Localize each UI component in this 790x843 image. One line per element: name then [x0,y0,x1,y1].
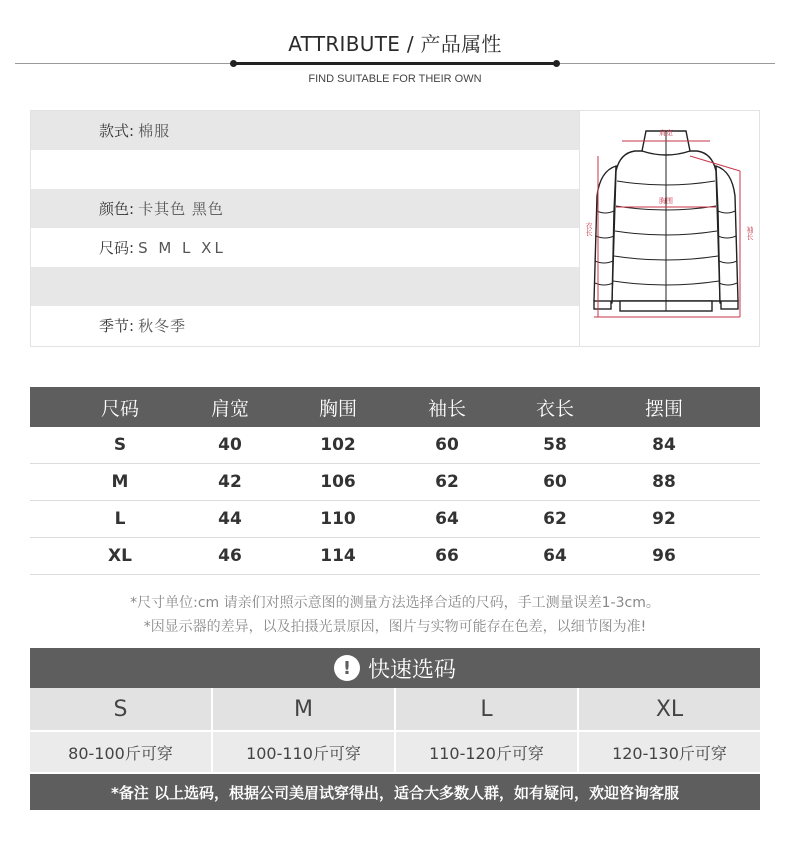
quick-weight-xl: 120-130斤可穿 [579,730,760,772]
title-cn: 产品属性 [420,32,502,56]
page-title [0,28,790,57]
table-cell: L [114,509,126,529]
attr-row-size [31,228,579,267]
length-label: 衣长 [585,222,593,236]
attr-row-empty-2 [31,267,579,306]
quick-select-header [30,648,760,688]
attr-row-empty-1 [31,150,579,189]
attr-row-season [31,306,579,345]
header-dot-left [230,60,237,67]
header-chest: 胸围 [318,397,357,420]
quick-select-title: 快速选码 [367,657,456,683]
quick-weight-m: 100-110斤可穿 [213,730,396,772]
table-cell: 66 [435,546,459,566]
attribute-panel [30,110,760,347]
chest-label: 胸围 [659,197,673,205]
table-row [30,427,760,464]
table-row [30,501,760,538]
header-dot-right [553,60,560,67]
quick-size-xl: XL [579,688,760,730]
table-cell: XL [108,546,132,566]
quick-select-sizes [30,688,760,730]
header-hem: 摆围 [644,397,683,420]
table-cell: 114 [320,546,356,566]
table-cell: S [113,435,127,455]
attr-row-style [31,111,579,150]
jacket-diagram-svg [580,111,760,346]
title-en: ATTRIBUTE [288,32,401,56]
table-cell: 96 [652,546,676,566]
sleeve-label: 袖长 [746,226,754,240]
table-cell: 88 [652,472,676,492]
quick-weight-s: 80-100斤可穿 [30,730,213,772]
table-cell: 58 [543,435,567,455]
quick-select-panel [30,648,760,810]
header-shoulder: 肩宽 [210,397,249,420]
table-cell: 40 [218,435,242,455]
attr-season-key: 季节: [99,317,135,335]
table-cell: 106 [320,472,356,492]
attr-style-value: 棉服 [138,122,171,140]
jacket-measurement-diagram [579,111,759,346]
quick-select-weights [30,730,760,772]
note-measurement: *尺寸单位:cm 请亲们对照示意图的测量方法选择合适的尺码，手工测量误差1-3cm。 [130,595,660,611]
quick-size-s: S [30,688,213,730]
table-cell: 84 [652,435,676,455]
attr-color-value: 卡其色 黑色 [138,200,224,218]
title-sep: / [400,32,421,56]
header-sleeve: 袖长 [427,397,466,420]
size-table-header [30,387,760,427]
shoulder-label: 肩宽 [659,129,673,137]
table-cell: 102 [320,435,356,455]
header-length: 衣长 [535,397,574,420]
attr-style-key: 款式: [99,122,135,140]
quick-weight-l: 110-120斤可穿 [396,730,579,772]
attr-color-key: 颜色: [99,200,135,218]
header-accent-line [233,62,557,65]
quick-size-l: L [396,688,579,730]
header-size: 尺码 [100,397,139,420]
exclamation-icon: ! [334,655,360,681]
quick-size-m: M [213,688,396,730]
table-cell: 42 [218,472,242,492]
table-cell: 60 [543,472,567,492]
quick-select-footnote: *备注 以上选码，根据公司美眉试穿得出，适合大多数人群，如有疑问，欢迎咨询客服 [30,772,760,810]
table-cell: 64 [543,546,567,566]
header-subtitle: FIND SUITABLE FOR THEIR OWN [308,73,482,85]
attr-size-key: 尺码: [99,239,135,257]
table-cell: 46 [218,546,242,566]
table-cell: 60 [435,435,459,455]
attr-season-value: 秋冬季 [138,317,187,335]
table-cell: 44 [218,509,242,529]
table-cell: 110 [320,509,356,529]
table-cell: 62 [543,509,567,529]
table-cell: 64 [435,509,459,529]
attr-row-color [31,189,579,228]
table-row [30,538,760,575]
table-cell: 62 [435,472,459,492]
attr-size-value: S M L XL [138,238,226,257]
size-table [30,387,760,575]
note-color-difference: *因显示器的差异，以及拍摄光景原因，图片与实物可能存在色差，以细节图为准! [143,619,647,635]
table-cell: M [111,472,129,492]
table-row [30,464,760,501]
table-cell: 92 [652,509,676,529]
